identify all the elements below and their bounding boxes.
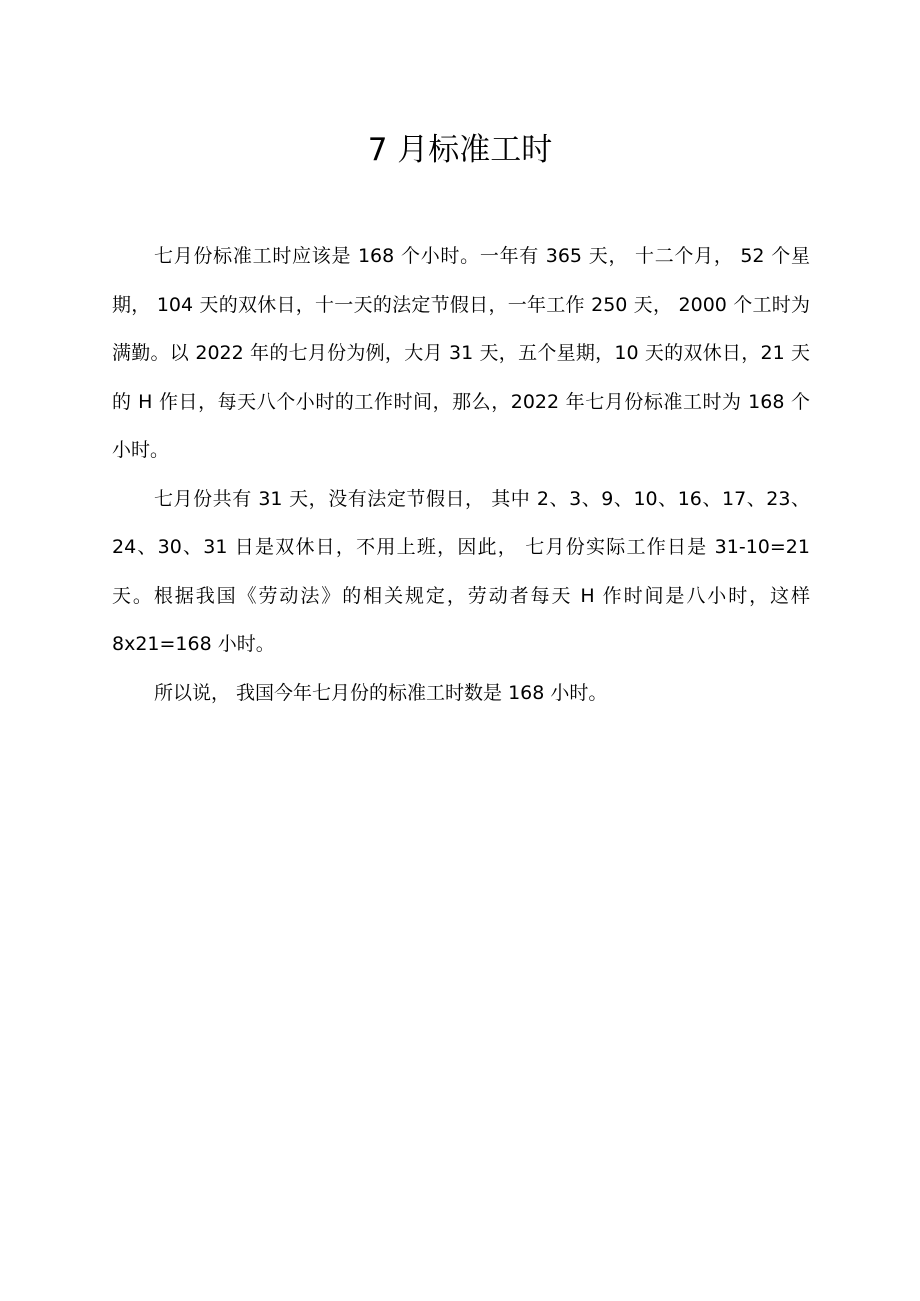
paragraph-1: 七月份标准工时应该是 168 个小时。一年有 365 天， 十二个月， 52 个星期， 104 天的双休日，十一天的法定节假日，一年工作 250 天， 2000 个工时为满勤。以 2022 年的七月份为例，大月 31 天，五个星期，10 天的双休日，21 天的 H 作日，每天八个小时的工作时间，那么，2022 年七月份标准工时为 168 个小时。	[112, 245, 810, 461]
paragraph-2: 七月份共有 31 天，没有法定节假日， 其中 2、3、9、10、16、17、23、24、30、31 日是双休日，不用上班，因此， 七月份实际工作日是 31-10=21 天。根据我国《劳动法》的相关规定，劳动者每天 H 作时间是八小时，这样 8x21=168 小时。	[112, 487, 810, 655]
document-title: 7 月标准工时	[367, 132, 553, 168]
paragraph-3: 所以说， 我国今年七月份的标准工时数是 168 小时。	[154, 681, 608, 704]
document-body	[112, 232, 810, 717]
